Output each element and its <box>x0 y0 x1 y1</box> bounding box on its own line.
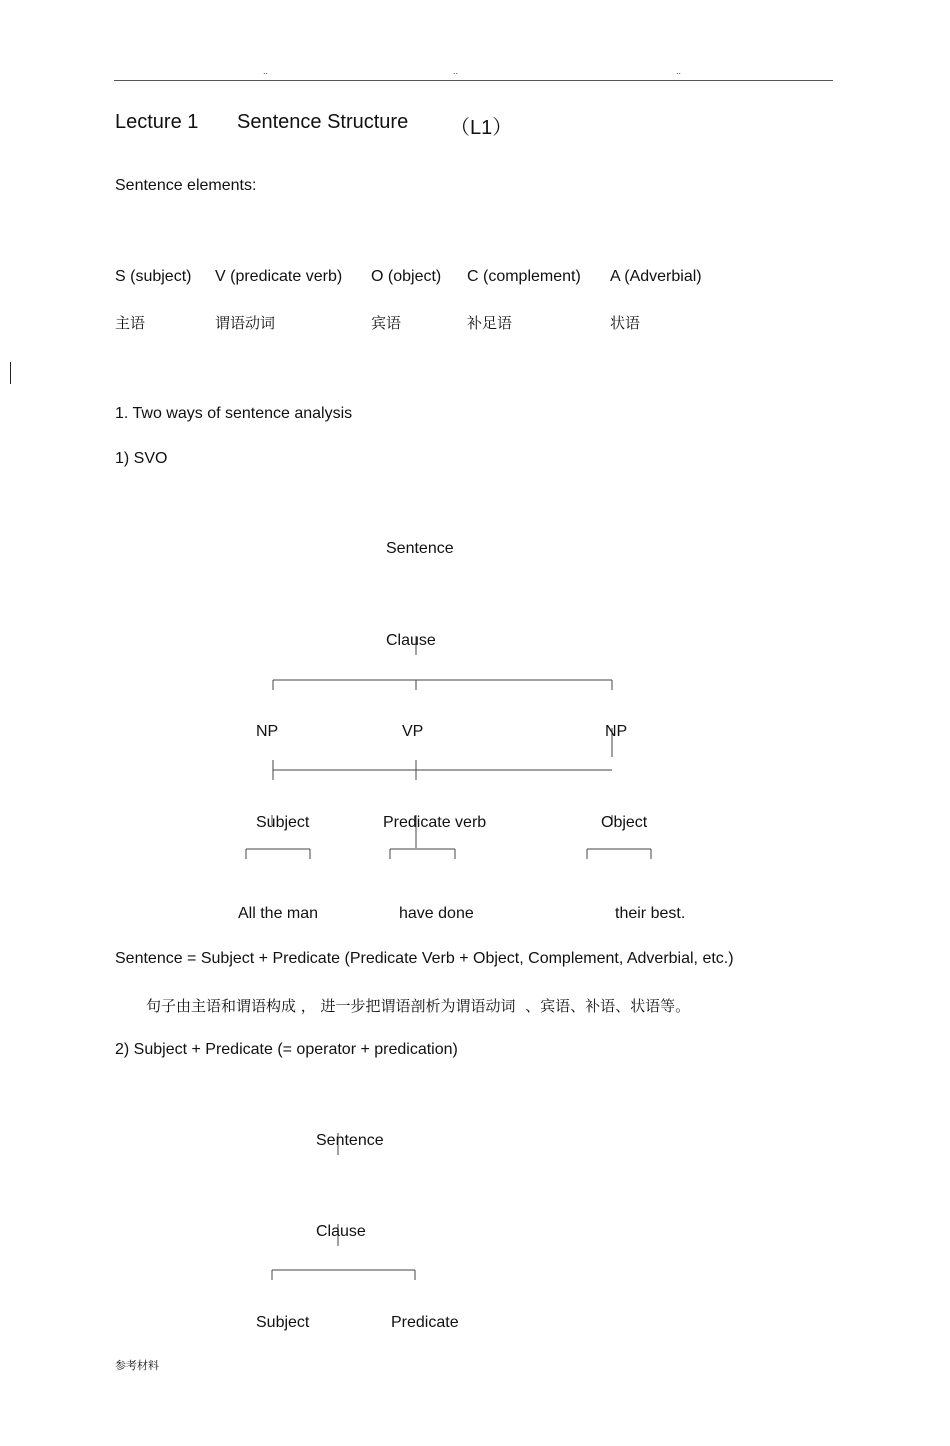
header-rule <box>114 80 833 81</box>
element-a-label: A (Adverbial) <box>610 268 702 285</box>
element-v-zh: 谓语动词 <box>215 314 276 332</box>
formula-zh-text: 句子由主语和谓语构成 ， 进一步把谓语剖析为谓语动词 、宾语、补语、状语等。 <box>146 997 691 1015</box>
tree1-subject: Subject <box>256 814 310 831</box>
element-c-zh: 补足语 <box>467 314 513 332</box>
element-s-zh: 主语 <box>115 314 146 332</box>
header-dots-1: .. <box>263 66 269 76</box>
tree1-root: Sentence <box>386 540 454 557</box>
lecture-number: Lecture 1 <box>115 111 199 133</box>
footer-label: 参考材料 <box>115 1359 159 1372</box>
formula-text: Sentence = Subject + Predicate (Predicate Verb + Object, Complement, Adverbial, etc.) <box>115 950 734 967</box>
tree1-vp: VP <box>402 723 424 740</box>
tree2-predicate: Predicate <box>391 1314 459 1331</box>
tree2-clause: Clause <box>316 1223 366 1240</box>
tree1-clause: Clause <box>386 632 436 649</box>
subsection-subject-predicate: 2) Subject + Predicate (= operator + predication) <box>115 1041 458 1058</box>
lecture-code: （L1） <box>450 117 513 139</box>
element-s-label: S (subject) <box>115 268 192 285</box>
tree1-np-subject: NP <box>256 723 279 740</box>
tree1-word-verb: have done <box>399 905 474 922</box>
element-a-zh: 状语 <box>610 314 641 332</box>
header-dots-2: .. <box>453 66 459 76</box>
tree2-root: Sentence <box>316 1132 384 1149</box>
element-o-zh: 宾语 <box>371 314 402 332</box>
tree2-subject: Subject <box>256 1314 310 1331</box>
element-v-label: V (predicate verb) <box>215 268 343 285</box>
element-o-label: O (object) <box>371 268 442 285</box>
header-dots-3: .. <box>676 66 682 76</box>
tree1-word-subject: All the man <box>238 905 319 922</box>
tree1-predicate-verb: Predicate verb <box>383 814 487 831</box>
section-heading: 1. Two ways of sentence analysis <box>115 405 353 422</box>
text-cursor <box>10 362 11 384</box>
subsection-svo: 1) SVO <box>115 450 168 467</box>
tree1-word-object: their best. <box>615 905 686 922</box>
tree1-np-object: NP <box>605 723 628 740</box>
lecture-title: Sentence Structure <box>237 111 409 133</box>
elements-heading: Sentence elements: <box>115 177 257 194</box>
element-c-label: C (complement) <box>467 268 581 285</box>
tree1-object: Object <box>601 814 648 831</box>
